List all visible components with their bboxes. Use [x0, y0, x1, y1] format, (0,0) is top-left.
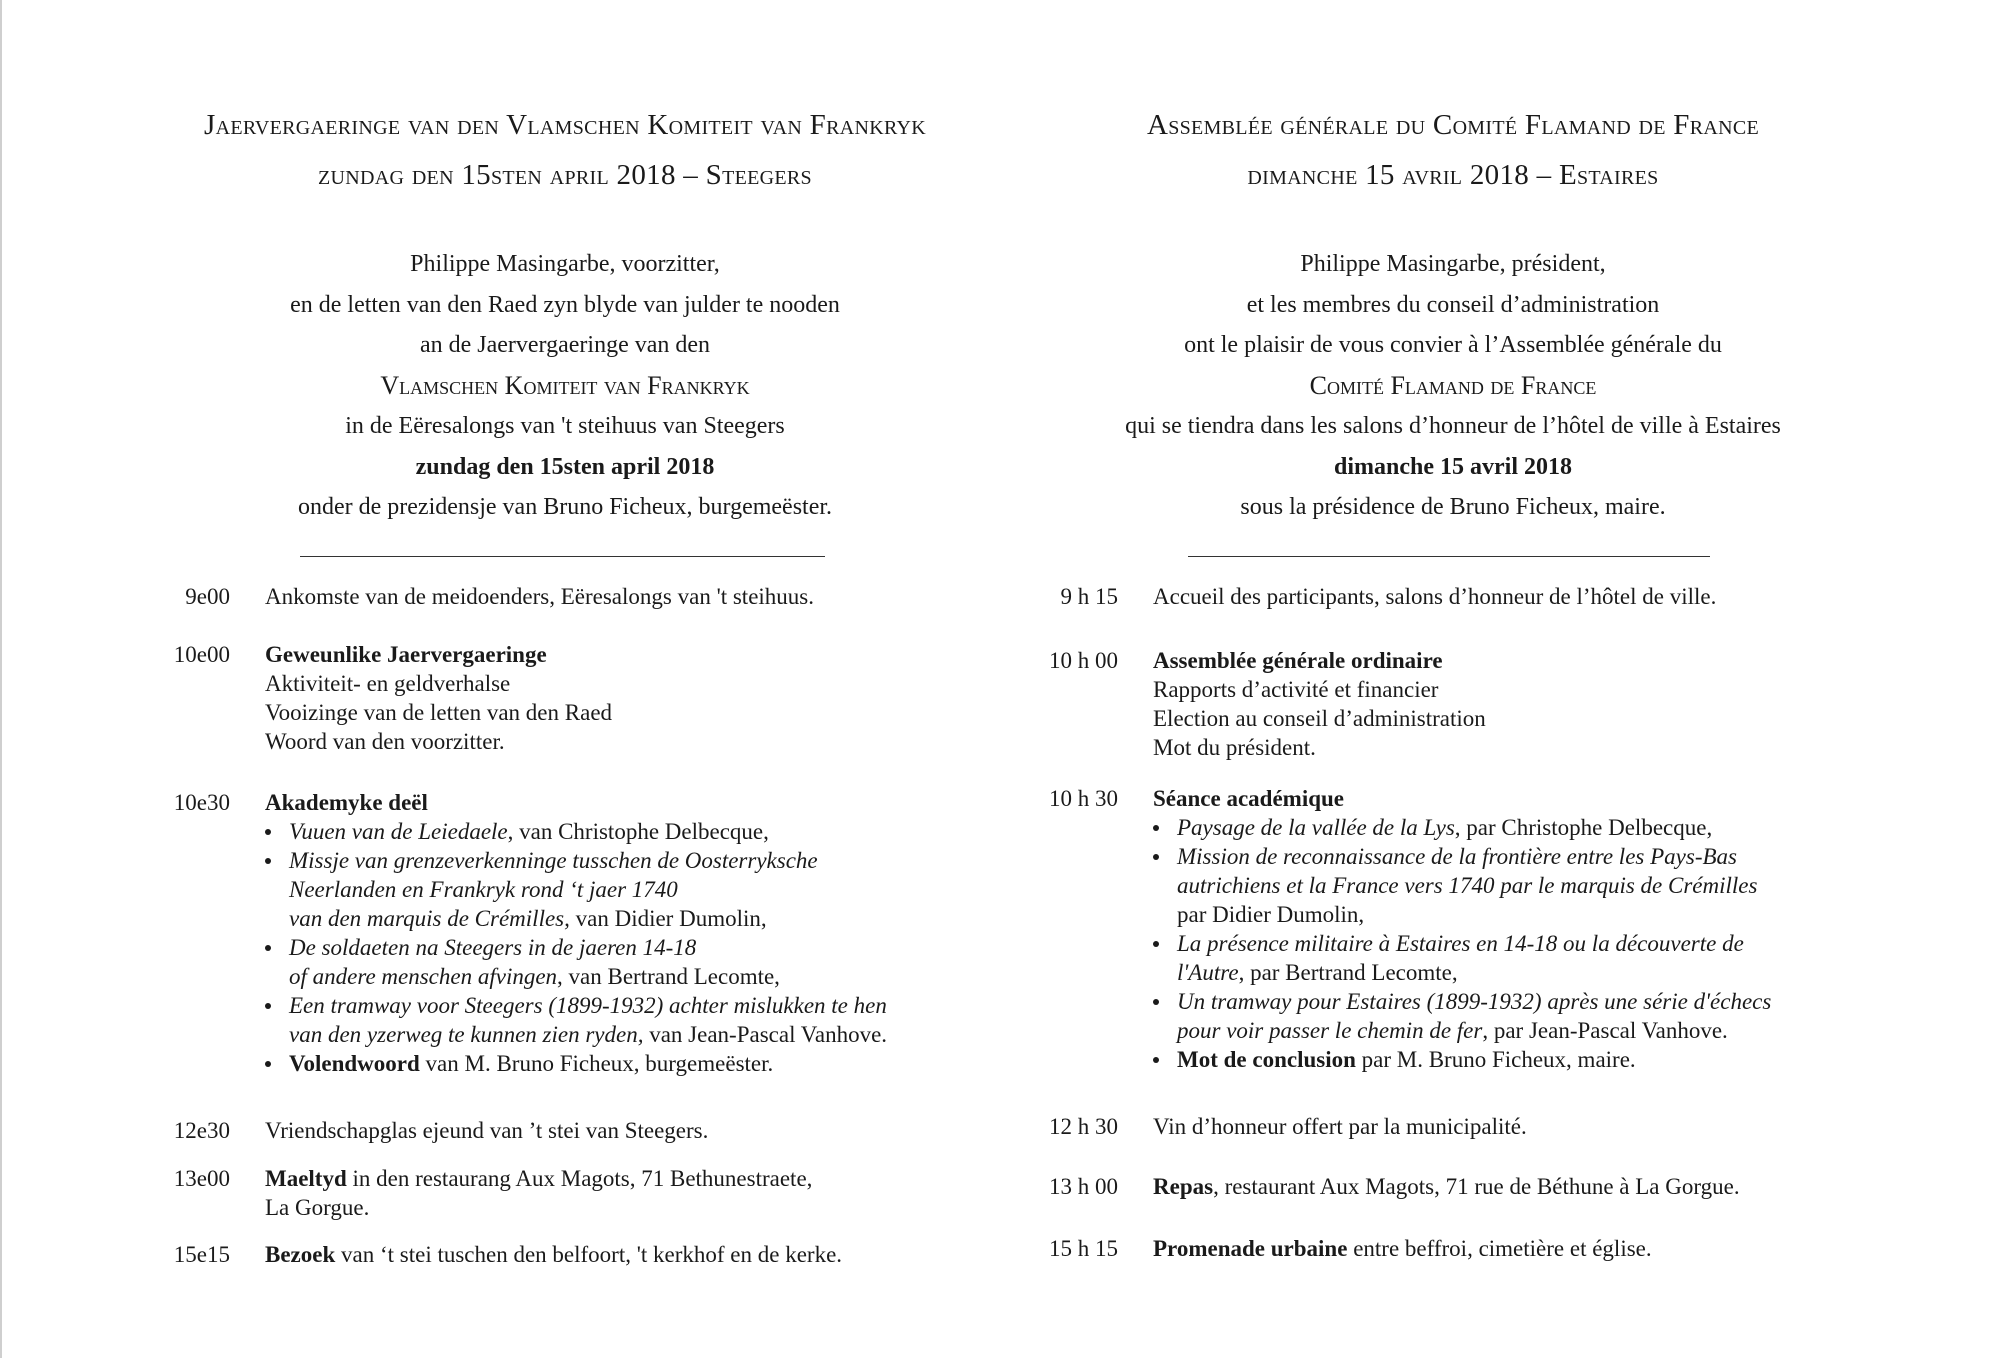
talk-speaker: van Didier Dumolin, [569, 906, 767, 931]
agenda-time: 13 h 00 [1049, 1174, 1118, 1199]
agenda-text: in den restaurang Aux Magots, 71 Bethunestraete, [346, 1166, 813, 1191]
agenda-text: Rapports d’activité et financier [1153, 677, 1439, 702]
talk-title: Mission de reconnaissance de la frontière entre les Pays-Bas [1177, 844, 1737, 869]
list-item [1153, 929, 1858, 987]
talk-title: Vuuen van de Leiedaele [289, 819, 508, 844]
agenda-time: 15 h 15 [1049, 1236, 1118, 1261]
intro-line: qui se tiendra dans les salons d’honneur de l’hôtel de ville à Estaires [1125, 413, 1781, 439]
agenda-text: , restaurant Aux Magots, 71 rue de Béthune à La Gorgue. [1213, 1174, 1740, 1199]
talk-title: Neerlanden en Frankryk rond ‘t jaer 1740 [289, 877, 678, 902]
agenda-heading: Promenade urbaine [1153, 1236, 1348, 1261]
intro-line: ont le plaisir de vous convier à l’Assemblée générale du [1184, 332, 1722, 358]
french-invitation [1048, 244, 1858, 528]
agenda-time: 10e00 [173, 642, 230, 667]
list-item [1153, 813, 1858, 842]
talk-speaker: van Jean-Pascal Vanhove. [643, 1022, 888, 1047]
talk-title: of andere menschen afvingen [289, 964, 558, 989]
list-item [265, 846, 970, 933]
agenda-heading: Bezoek [265, 1242, 336, 1267]
agenda-text: van ‘t stei tuschen den belfoort, 't kerkhof en de kerke. [335, 1242, 843, 1267]
list-item [265, 933, 970, 991]
agenda-heading: Akademyke deël [265, 790, 428, 815]
list-item [1153, 1045, 1858, 1074]
intro-line: sous la présidence de Bruno Ficheux, maire. [1240, 494, 1666, 520]
intro-line: Philippe Masingarbe, voorzitter, [410, 251, 720, 277]
talk-title: Mot de conclusion [1177, 1047, 1356, 1072]
agenda-text: Aktiviteit- en geldverhalse [265, 671, 511, 696]
agenda-text: Mot du président. [1153, 735, 1316, 760]
talk-speaker: , van Christophe Delbecque, [507, 819, 769, 844]
list-item [1153, 987, 1858, 1045]
talk-title: van den yzerweg te kunnen zien ryden, [289, 1022, 644, 1047]
agenda-text: Accueil des participants, salons d’honneur de l’hôtel de ville. [1153, 584, 1717, 609]
talk-title: Un tramway pour Estaires (1899-1932) après une série d'échecs [1177, 989, 1772, 1014]
french-title-line2: dimanche 15 avril 2018 – Estaires [1247, 159, 1659, 191]
intro-line: in de Eëresalongs van 't steihuus van Steegers [345, 413, 785, 439]
agenda-time: 12 h 30 [1049, 1114, 1118, 1139]
talk-speaker: , par Jean-Pascal Vanhove. [1482, 1018, 1728, 1043]
intro-organisation: Comité Flamand de France [1309, 370, 1597, 400]
agenda-time: 13e00 [173, 1166, 230, 1191]
agenda-heading: Geweunlike Jaervergaeringe [265, 642, 547, 667]
intro-line: an de Jaervergaeringe van den [419, 332, 711, 358]
agenda-text: Vooizinge van de letten van den Raed [265, 700, 613, 725]
talk-title: Missje van grenzeverkenninge tusschen de Oosterryksche [289, 848, 818, 873]
agenda-heading: Assemblée générale ordinaire [1153, 648, 1443, 673]
intro-line: Philippe Masingarbe, président, [1300, 251, 1606, 277]
agenda-time: 10e30 [173, 790, 230, 815]
talk-speaker: par Didier Dumolin, [1177, 902, 1365, 927]
list-item [1153, 842, 1858, 929]
talk-title: autrichiens et la France vers 1740 par le marquis de Crémilles [1177, 873, 1758, 898]
agenda-text: Ankomste van de meidoenders, Eëresalongs van 't steihuus. [265, 584, 814, 609]
talk-list [1153, 813, 1858, 1074]
divider-rule [300, 556, 825, 557]
dutch-title-line1: Jaervergaeringe van den Vlamschen Komiteit van Frankryk [204, 109, 926, 141]
list-item [265, 991, 970, 1049]
talk-title: Paysage de la vallée de la Lys [1177, 815, 1455, 840]
agenda-time: 9e00 [185, 584, 230, 609]
dutch-title-line2: zundag den 15sten april 2018 – Steegers [318, 159, 812, 191]
talk-title: Volendwoord [289, 1051, 420, 1076]
agenda-text: La Gorgue. [265, 1195, 370, 1220]
intro-organisation: Vlamschen Komiteit van Frankryk [380, 370, 750, 400]
agenda-time: 15e15 [173, 1242, 230, 1267]
talk-speaker: , van Bertrand Lecomte, [557, 964, 780, 989]
agenda-heading: Maeltyd [265, 1166, 347, 1191]
agenda-text: Vin d’honneur offert par la municipalité. [1153, 1114, 1527, 1139]
agenda-time: 10 h 00 [1049, 648, 1118, 673]
french-title-line1: Assemblée générale du Comité Flamand de France [1146, 109, 1760, 141]
talk-title: La présence militaire à Estaires en 14-18 ou la découverte de [1177, 931, 1744, 956]
talk-speaker: , par Bertrand Lecomte, [1238, 960, 1458, 985]
intro-line: en de letten van den Raed zyn blyde van julder te nooden [290, 291, 840, 318]
agenda-text: entre beffroi, cimetière et église. [1347, 1236, 1652, 1261]
intro-line: onder de prezidensje van Bruno Ficheux, burgemeëster. [297, 494, 833, 520]
talk-speaker: par M. Bruno Ficheux, maire. [1355, 1047, 1636, 1072]
talk-list [265, 817, 970, 1078]
talk-speaker: van M. Bruno Ficheux, burgemeëster. [419, 1051, 774, 1076]
talk-title: Een tramway voor Steegers (1899-1932) achter mislukken te hen [289, 993, 887, 1018]
agenda-text: Election au conseil d’administration [1153, 706, 1486, 731]
talk-title: pour voir passer le chemin de fer [1177, 1018, 1483, 1043]
agenda-text: Vriendschapglas ejeund van ’t stei van Steegers. [265, 1118, 709, 1143]
dutch-invitation [160, 244, 970, 528]
page-edge [0, 0, 2, 1358]
intro-date: zundag den 15sten april 2018 [415, 453, 715, 480]
list-item [265, 817, 970, 846]
agenda-heading: Séance académique [1153, 786, 1345, 811]
talk-title: l'Autre [1177, 960, 1239, 985]
talk-title: van den marquis de Crémilles, [289, 906, 570, 931]
agenda-time: 9 h 15 [1060, 584, 1118, 609]
intro-line: et les membres du conseil d’administration [1246, 291, 1660, 318]
agenda-heading: Repas [1153, 1174, 1214, 1199]
divider-rule [1188, 556, 1710, 557]
list-item [265, 1049, 970, 1078]
agenda-text: Woord van den voorzitter. [265, 729, 505, 754]
agenda-time: 12e30 [173, 1118, 230, 1143]
talk-speaker: , par Christophe Delbecque, [1454, 815, 1713, 840]
agenda-time: 10 h 30 [1049, 786, 1118, 811]
intro-date: dimanche 15 avril 2018 [1334, 453, 1572, 480]
talk-title: De soldaeten na Steegers in de jaeren 14-18 [289, 935, 697, 960]
